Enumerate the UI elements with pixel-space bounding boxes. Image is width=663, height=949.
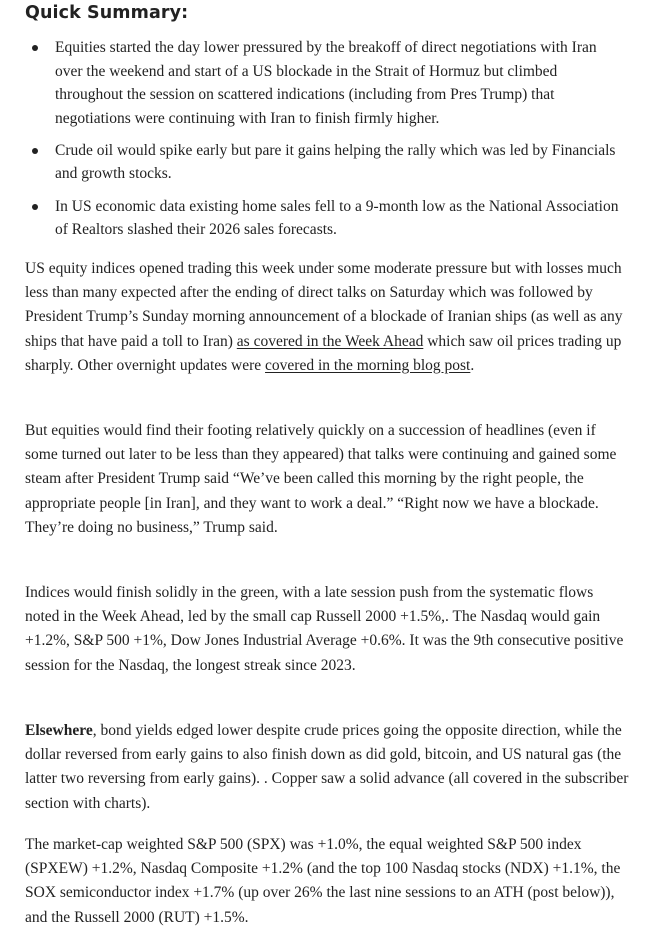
morning-blog-post-link[interactable]: covered in the morning blog post [265,356,471,374]
paragraph-opening [25,257,630,378]
quick-summary-heading: Quick Summary: [25,3,189,23]
week-ahead-link[interactable]: as covered in the Week Ahead [236,332,424,350]
bullet-dot-icon [32,148,38,154]
bullet-dot-icon [32,45,38,51]
summary-bullet-list [25,36,625,250]
paragraph-text: which saw oil prices trading up sharply. Other overnight updates were [25,332,622,374]
summary-bullet-item [25,36,625,130]
summary-bullet-item [25,195,625,242]
paragraph-text: . [470,356,475,374]
paragraph-index-returns: The market-cap weighted S&P 500 (SPX) was +1.0%, the equal weighted S&P 500 index (SPXEW) +1.2%, Nasdaq Composite +1.2% (and the top 100 Nasdaq stocks (NDX) +1.1%, the SOX semiconductor index +1.7% (up over 26% the last nine sessions to an ATH (post below)), and the Russell 2000 (RUT) +1.5%. [25,836,621,926]
paragraph-elsewhere [25,719,630,816]
summary-bullet-item [25,139,625,186]
paragraph-indices: Indices would finish solidly in the green, with a late session push from the systematic flows noted in the Week Ahead, led by the small cap Russell 2000 +1.5%,. The Nasdaq would gain +1.2%, S&P 500 +1%, Dow Jones Industrial Average +0.6%. It was the 9th consecutive positive session for the Nasdaq, the longest streak since 2023. [25,584,624,674]
bullet-dot-icon [32,204,38,210]
paragraph-text: , bond yields edged lower despite crude prices going the opposite direction, while the dollar reversed from early gains to also finish down as did gold, bitcoin, and US natural gas (the latter two reversing from early gains). . Copper saw a solid advance (all covered in the subscriber section with charts). [25,722,629,812]
summary-bullet-text: In US economic data existing home sales fell to a 9-month low as the National Association of Realtors slashed their 2026 sales forecasts. [55,197,619,239]
paragraph-footing: But equities would find their footing relatively quickly on a succession of headlines (even if some turned out later to be less than they appeared) that talks were continuing and gained some steam after President Trump said “We’ve been called this morning by the right people, the appropriate people [in Iran], and they want to work a deal.” “Right now we have a blockade. They’re doing no business,” Trump said. [25,422,617,536]
elsewhere-lead: Elsewhere [25,722,93,739]
summary-bullet-text: Equities started the day lower pressured by the breakoff of direct negotiations with Iran over the weekend and start of a US blockade in the Strait of Hormuz but climbed throughout the session on scattered indications (including from Pres Trump) that negotiations were continuing with Iran to finish firmly higher. [55,39,597,127]
summary-bullet-text: Crude oil would spike early but pare it gains helping the rally which was led by Financials and growth stocks. [55,141,616,183]
paragraph-text: US equity indices opened trading this week under some moderate pressure but with losses much less than many expected after the ending of direct talks on Saturday which was followed by President Trump’s Sunday morning announcement of a blockade of Iranian ships (as well as any ships that have paid a toll to Iran) [25,260,623,350]
